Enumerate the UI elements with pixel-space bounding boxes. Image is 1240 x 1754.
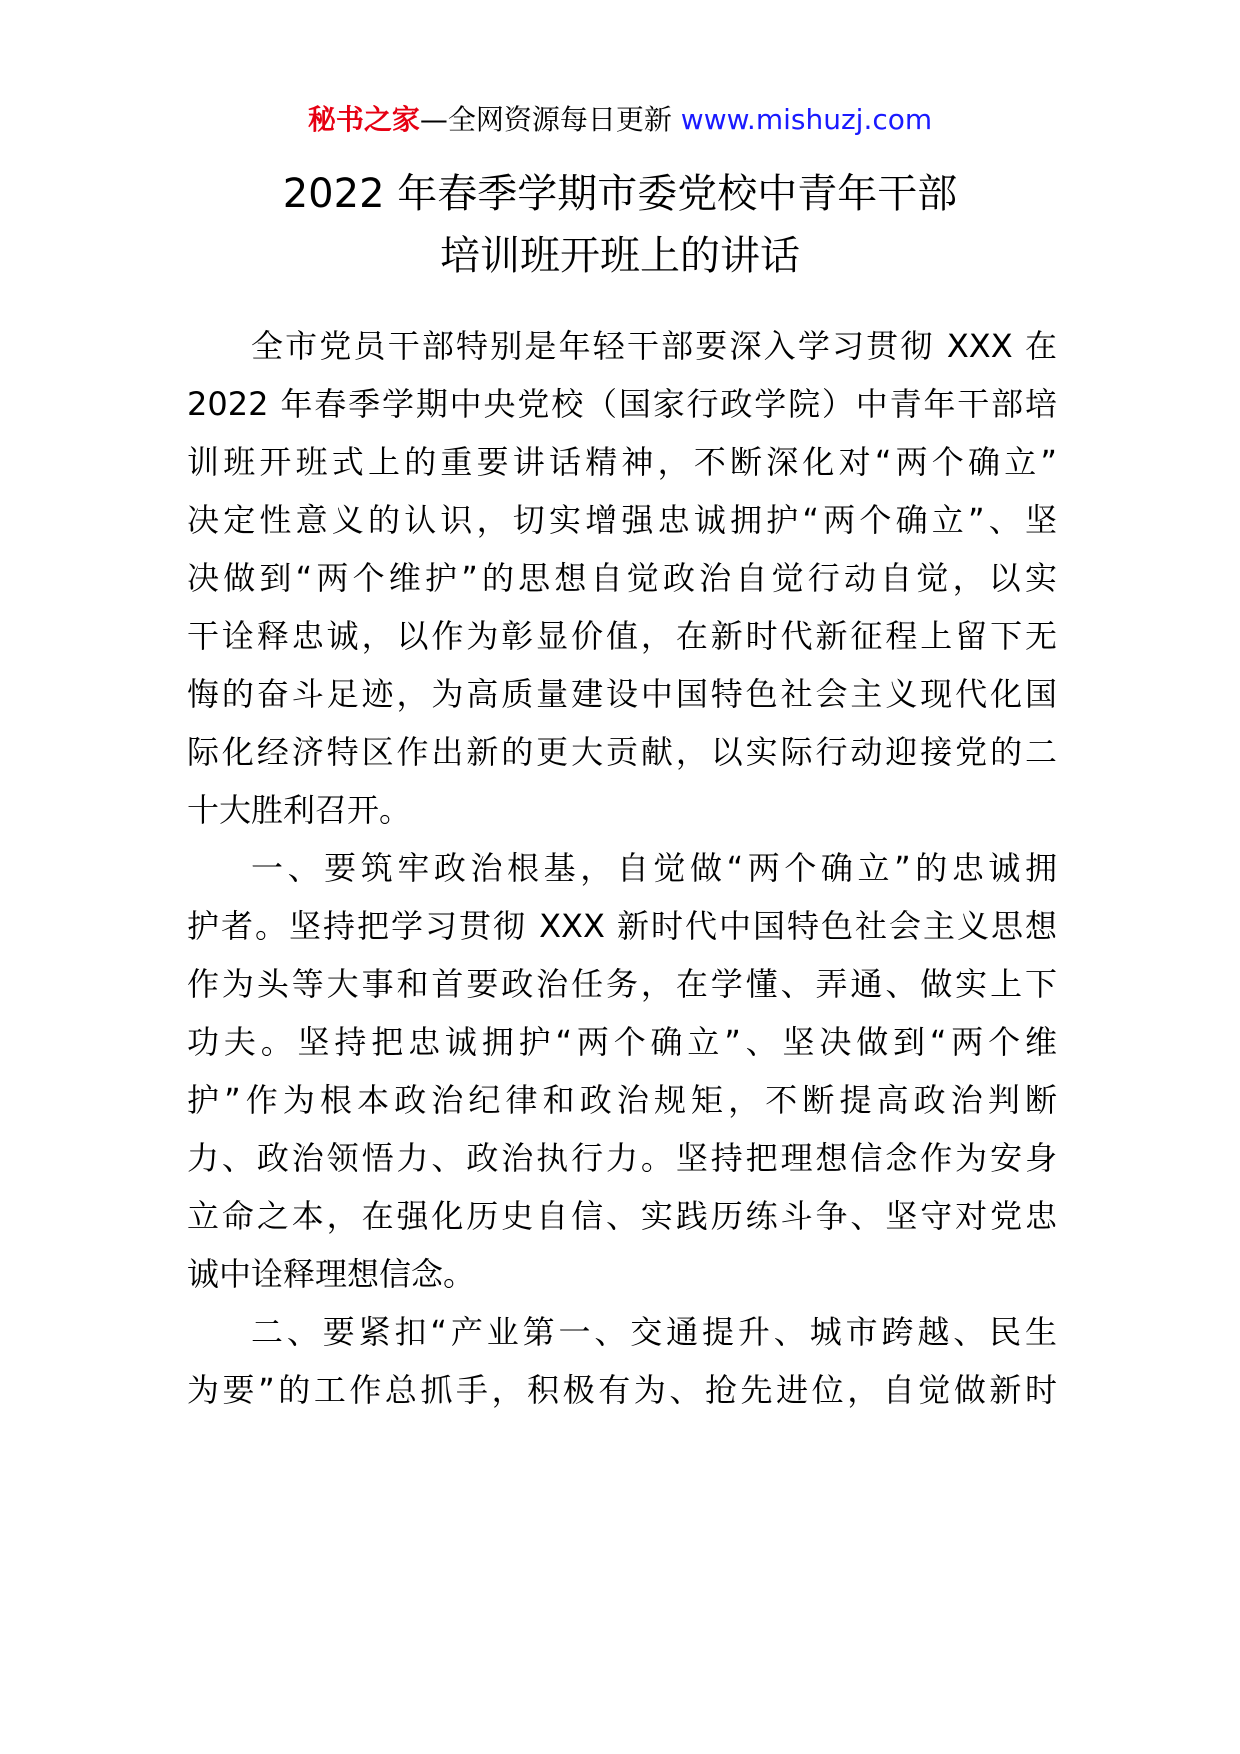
body-line: 功夫。坚持把忠诚拥护“两个确立”、坚决做到“两个维 xyxy=(187,1023,1057,1061)
document-title-line-1: 2022 年春季学期市委党校中青年干部 xyxy=(282,171,958,217)
body-line: 为要”的工作总抓手，积极有为、抢先进位，自觉做新时 xyxy=(187,1371,1057,1409)
body-line: 护者。坚持把学习贯彻 XXX 新时代中国特色社会主义思想 xyxy=(187,907,1057,945)
body-line: 立命之本，在强化历史自信、实践历练斗争、坚守对党忠 xyxy=(187,1197,1057,1235)
header-slogan: —全网资源每日更新 xyxy=(419,103,672,136)
body-line: 诚中诠释理想信念。 xyxy=(187,1255,476,1293)
body-line: 2022 年春季学期中央党校（国家行政学院）中青年干部培 xyxy=(187,385,1057,423)
body-line: 作为头等大事和首要政治任务，在学懂、弄通、做实上下 xyxy=(187,965,1057,1003)
document-title-line-2: 培训班开班上的讲话 xyxy=(440,233,800,279)
body-line: 训班开班式上的重要讲话精神，不断深化对“两个确立” xyxy=(187,443,1057,481)
body-line: 际化经济特区作出新的更大贡献，以实际行动迎接党的二 xyxy=(187,733,1057,771)
body-line: 决做到“两个维护”的思想自觉政治自觉行动自觉，以实 xyxy=(187,559,1057,597)
body-line: 干诠释忠诚，以作为彰显价值，在新时代新征程上留下无 xyxy=(187,617,1057,655)
body-line: 力、政治领悟力、政治执行力。坚持把理想信念作为安身 xyxy=(187,1139,1057,1177)
body-line: 十大胜利召开。 xyxy=(187,791,412,829)
body-line: 悔的奋斗足迹，为高质量建设中国特色社会主义现代化国 xyxy=(187,675,1057,713)
brand-name: 秘书之家 xyxy=(307,103,420,136)
body-line: 决定性意义的认识，切实增强忠诚拥护“两个确立”、坚 xyxy=(187,501,1057,539)
body-line: 护”作为根本政治纪律和政治规矩，不断提高政治判断 xyxy=(187,1081,1057,1119)
source-header xyxy=(0,100,1240,140)
body-line: 全市党员干部特别是年轻干部要深入学习贯彻 XXX 在 xyxy=(251,327,1057,365)
section-heading-line: 一、要筑牢政治根基，自觉做“两个确立”的忠诚拥 xyxy=(251,849,1057,887)
section-heading-line: 二、要紧扣“产业第一、交通提升、城市跨越、民生 xyxy=(251,1313,1057,1351)
website-link[interactable]: www.mishuzj.com xyxy=(680,103,933,136)
